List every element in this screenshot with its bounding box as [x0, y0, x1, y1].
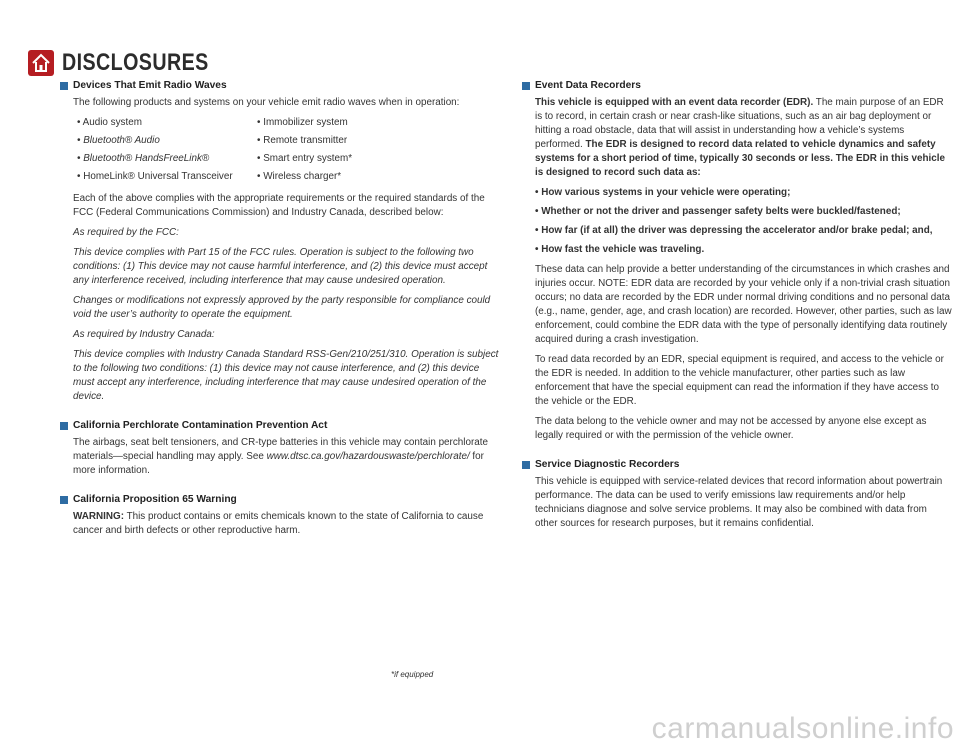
list-item: • How far (if at all) the driver was depressing the accelerator and/or brake pedal; and,	[535, 225, 933, 236]
radio-devices-list	[73, 116, 500, 184]
bullet-square-icon	[60, 422, 68, 430]
edr-lead: This vehicle is equipped with an event data recorder (EDR). The main purpose of an EDR is to record, in certain crash or near crash-like situations, such as an air bag deployment or hitting a road obstacle, data that will assist in understanding how a vehicle’s systems performed. The EDR is designed to record data related to vehicle dynamics and safety systems for a short period of time, typically 30 seconds or less. The EDR in this vehicle is designed to record such data as:	[535, 97, 945, 178]
prop65-text: WARNING: This product contains or emits chemicals known to the state of California to cause cancer and birth defects or other reproductive harm.	[73, 511, 484, 536]
list-item: • Remote transmitter	[257, 135, 348, 146]
watermark: carmanualsonline.info	[651, 712, 954, 745]
fcc-heading: As required by the FCC:	[73, 227, 179, 238]
edr-bullets	[535, 186, 952, 257]
left-column	[60, 80, 500, 544]
list-item: • Bluetooth® Audio	[77, 135, 160, 146]
edr-p3: The data belong to the vehicle owner and may not be accessed by anyone else except as legally required or with the permission of the vehicle owner.	[535, 416, 927, 441]
home-icon[interactable]	[28, 50, 54, 76]
section-heading-perchlorate: California Perchlorate Contamination Prevention Act	[60, 420, 500, 431]
section-heading-prop65: California Proposition 65 Warning	[60, 494, 500, 505]
perchlorate-link[interactable]: www.dtsc.ca.gov/hazardouswaste/perchlorate/	[266, 451, 470, 462]
list-item: • Audio system	[77, 117, 142, 128]
list-item: • Smart entry system*	[257, 153, 353, 164]
service-recorders-text: This vehicle is equipped with service-related devices that record information about powertrain performance. The data can be used to verify emissions law requirements and/or help technicians diagnose and solve service problems. It may also be combined with data from other sources for research purposes, but it remains confidential.	[535, 476, 943, 529]
edr-p2: To read data recorded by an EDR, special equipment is required, and access to the vehicle or the EDR is needed. In addition to the vehicle manufacturer, other parties such as law enforcement that have the special equipment can read the information if they have access to the vehicle or the EDR.	[535, 354, 944, 407]
page-title: DISCLOSURES	[62, 49, 209, 76]
fcc-changes-text: Changes or modifications not expressly approved by the party responsible for compliance could void the user’s authority to operate the equipment.	[73, 295, 491, 320]
section-heading-service-recorders: Service Diagnostic Recorders	[522, 459, 952, 470]
list-item: • Bluetooth® HandsFreeLink®	[77, 153, 210, 164]
list-item: • Wireless charger*	[257, 171, 342, 182]
list-item: • HomeLink® Universal Transceiver	[77, 171, 233, 182]
perchlorate-text: The airbags, seat belt tensioners, and CR-type batteries in this vehicle may contain perchlorate materials—special handling may apply. See www.dtsc.ca.gov/hazardouswaste/perchlorate/ for more information.	[73, 437, 488, 476]
list-item: • Immobilizer system	[257, 117, 348, 128]
compliance-text: Each of the above complies with the appropriate requirements or the required standards of the FCC (Federal Communications Commission) and Industry Canada, described below:	[73, 193, 485, 218]
bullet-square-icon	[60, 82, 68, 90]
fcc-text: This device complies with Part 15 of the FCC rules. Operation is subject to the following two conditions: (1) This device may not cause harmful interference, and (2) this device must accept any interference received, including interference that may cause undesired operation.	[73, 247, 488, 286]
list-item: • How fast the vehicle was traveling.	[535, 244, 705, 255]
bullet-square-icon	[522, 82, 530, 90]
section-heading-radio-waves: Devices That Emit Radio Waves	[60, 80, 500, 91]
edr-p1: These data can help provide a better understanding of the circumstances in which crashes and injuries occur. NOTE: EDR data are recorded by your vehicle only if a non-trivial crash situation occurs; no data are recorded by the EDR under normal driving conditions and no personal data (e.g., name, gender, age, and crash location) are recorded. However, other parties, such as law enforcement, could combine the EDR data with the type of personally identifying data routinely acquired during a crash investigation.	[535, 264, 952, 345]
list-item: • How various systems in your vehicle were operating;	[535, 187, 791, 198]
ic-text: This device complies with Industry Canada Standard RSS-Gen/210/251/310. Operation is subject to the following two conditions: (1) this device may not cause interference, and (2) this device must accept any interference, including interference that may cause undesired operation of the device.	[73, 349, 499, 402]
radio-intro: The following products and systems on your vehicle emit radio waves when in operation:	[73, 97, 460, 108]
bullet-square-icon	[60, 496, 68, 504]
section-heading-edr: Event Data Recorders	[522, 80, 952, 91]
right-column	[522, 80, 952, 537]
list-item: • Whether or not the driver and passenger safety belts were buckled/fastened;	[535, 206, 901, 217]
ic-heading: As required by Industry Canada:	[73, 329, 215, 340]
footnote: *if equipped	[391, 670, 434, 679]
bullet-square-icon	[522, 461, 530, 469]
